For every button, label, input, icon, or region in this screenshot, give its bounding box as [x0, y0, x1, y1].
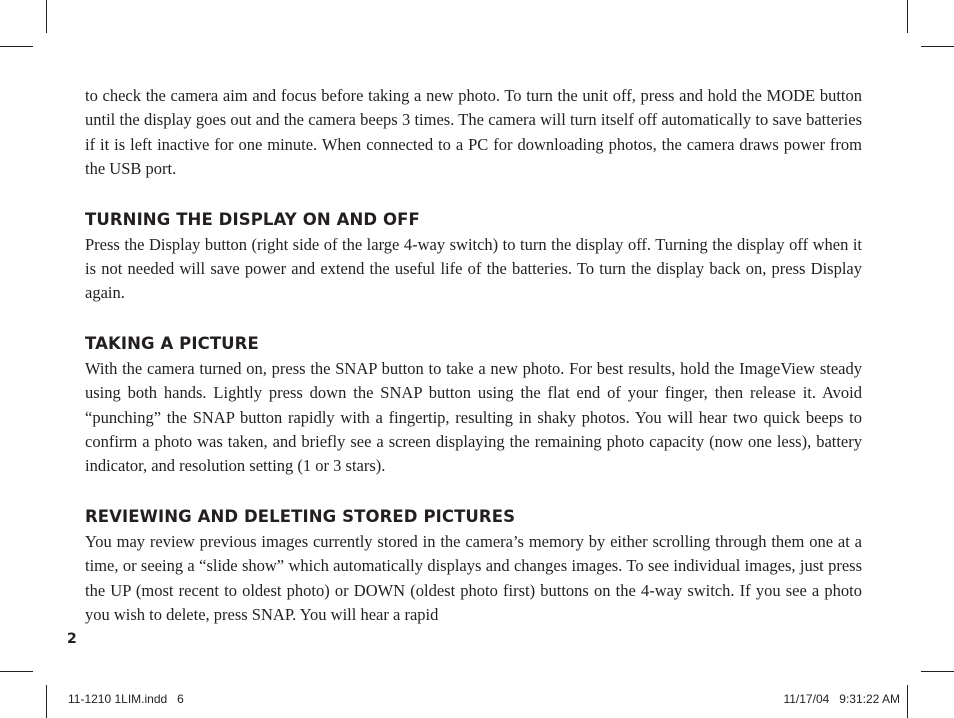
crop-mark-bottom-right-horizontal [921, 671, 954, 672]
crop-mark-top-right-horizontal [921, 46, 954, 47]
crop-mark-top-right-vertical [907, 0, 908, 33]
heading-display: TURNING THE DISPLAY ON AND OFF [85, 209, 420, 229]
crop-mark-bottom-right-vertical [907, 685, 908, 718]
heading-taking-picture: TAKING A PICTURE [85, 333, 259, 353]
slug-file-name: 11-1210 1LIM.indd 6 [68, 692, 184, 706]
picture-paragraph: With the camera turned on, press the SNAP button to take a new photo. For best results, hold the ImageView steady using both hands. Lightly press down the SNAP button using the flat end of your finger, then release it. Avoid “punching” the SNAP button rapidly with a fingertip, resulting in shaky photos. You will hear two quick beeps to confirm a photo was taken, and briefly see a screen displaying the remaining photo capacity (now one less), battery indicator, and resolution setting (1 or 3 stars). [85, 358, 862, 476]
crop-mark-bottom-left-horizontal [0, 671, 33, 672]
crop-mark-bottom-left-vertical [46, 685, 47, 718]
display-paragraph: Press the Display button (right side of the large 4-way switch) to turn the display off. Turning the display off when it is not needed will save power and extend the useful life of the batteries. To turn the display back on, press Display again. [85, 234, 862, 303]
heading-reviewing: REVIEWING AND DELETING STORED PICTURES [85, 506, 516, 526]
crop-mark-top-left-horizontal [0, 46, 33, 47]
intro-paragraph: to check the camera aim and focus before taking a new photo. To turn the unit off, press and hold the MODE button until the display goes out and the camera beeps 3 times. The camera will turn itself off automatically to save batteries if it is left inactive for one minute. When connected to a PC for downloading photos, the camera draws power from the USB port. [85, 86, 862, 179]
body-content [85, 84, 862, 628]
slug-timestamp: 11/17/04 9:31:22 AM [783, 692, 900, 706]
page-number: 2 [67, 631, 77, 647]
reviewing-paragraph: You may review previous images currently stored in the camera’s memory by either scrolling through them one at a time, or seeing a “slide show” which automatically displays and changes images. To see individual images, just press the UP (most recent to oldest photo) or DOWN (oldest photo first) buttons on the 4-way switch. If you see a photo you wish to delete, press SNAP. You will hear a rapid [85, 531, 862, 625]
crop-mark-top-left-vertical [46, 0, 47, 33]
